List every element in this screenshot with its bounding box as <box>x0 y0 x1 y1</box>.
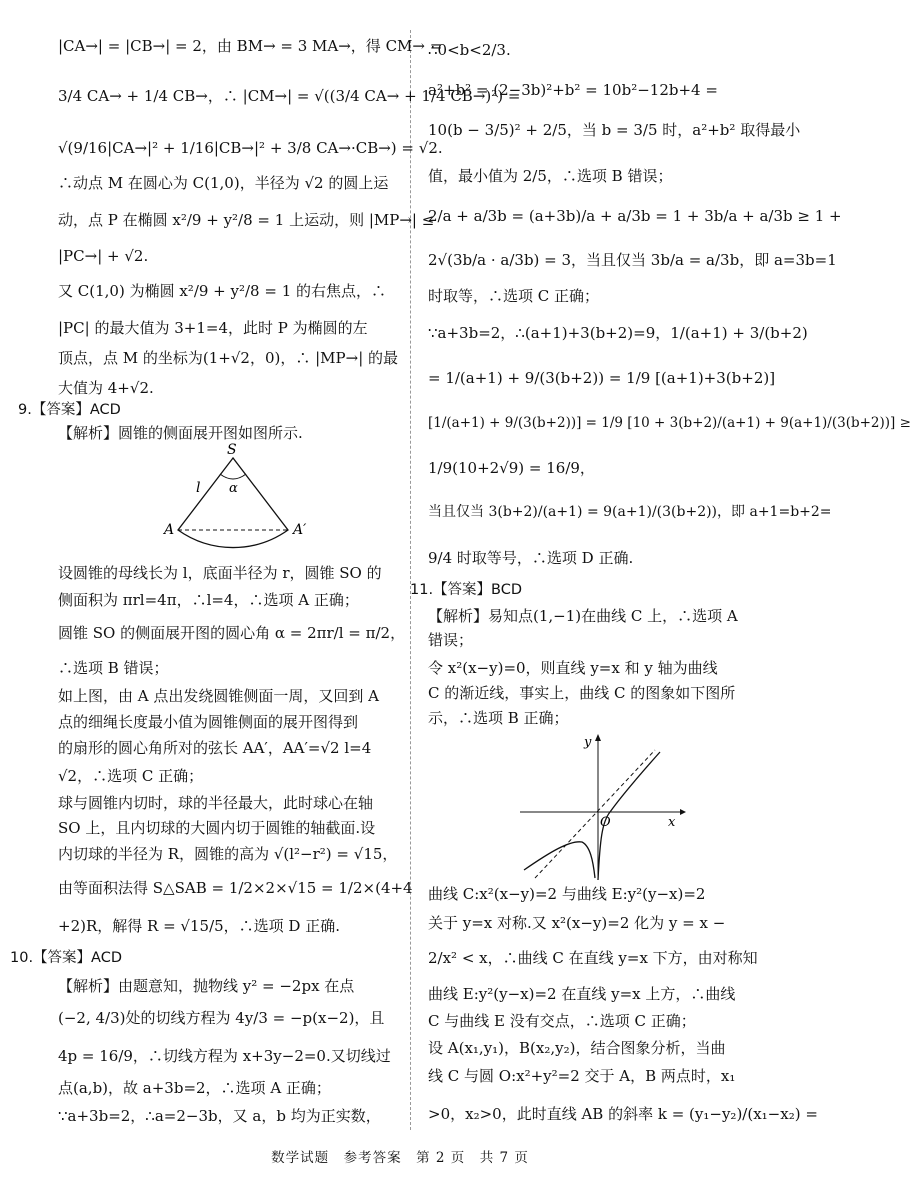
text-line: 9/4 时取等号，∴选项 D 正确. <box>428 549 634 567</box>
text-line: ∵a+3b=2，∴a=2−3b，又 a，b 均为正实数， <box>58 1107 381 1125</box>
label-A-prime: A′ <box>293 522 307 538</box>
text-line: 值，最小值为 2/5，∴选项 B 错误； <box>428 167 673 185</box>
text-line: |PC| 的最大值为 3+1=4，此时 P 为椭圆的左 <box>58 319 368 337</box>
text-line: 球与圆锥内切时，球的半径最大，此时球心在轴 <box>58 794 374 812</box>
text-line: 点(a,b)，故 a+3b=2，∴选项 A 正确； <box>58 1079 331 1097</box>
text-line: 点的细绳长度最小值为圆锥侧面的展开图得到 <box>58 713 359 731</box>
label-S: S <box>227 442 237 458</box>
text-line: |CA→| = |CB→| = 2，由 BM→ = 3 MA→，得 CM→ = <box>58 37 443 55</box>
curve-graph <box>520 730 690 880</box>
text-line: +2)R，解得 R = √15/5，∴选项 D 正确. <box>58 917 340 935</box>
text-line: √2，∴选项 C 正确； <box>58 767 204 785</box>
text-line: 时取等，∴选项 C 正确； <box>428 287 600 305</box>
text-line: 线 C 与圆 O:x²+y²=2 交于 A，B 两点时，x₁ <box>428 1067 736 1085</box>
text-line: ∴动点 M 在圆心为 C(1,0)，半径为 √2 的圆上运 <box>58 174 389 192</box>
text-line: ∴选项 B 错误； <box>58 659 169 677</box>
text-line: 内切球的半径为 R，圆锥的高为 √(l²−r²) = √15， <box>58 845 398 863</box>
label-alpha: α <box>229 481 238 496</box>
text-line: 示，∴选项 B 正确； <box>428 709 569 727</box>
text-line: = 1/(a+1) + 9/(3(b+2)) = 1/9 [(a+1)+3(b+2)] <box>428 369 776 387</box>
text-line: [1/(a+1) + 9/(3(b+2))] = 1/9 [10 + 3(b+2)/(a+1) + 9(a+1)/(3(b+2))] ≥ <box>428 415 911 431</box>
q9-answer: 9.【答案】ACD <box>18 402 121 418</box>
text-line: 当且仅当 3(b+2)/(a+1) = 9(a+1)/(3(b+2))，即 a+1=b+2= <box>428 504 832 520</box>
label-l: l <box>196 480 201 496</box>
text-line: 3/4 CA→ + 1/4 CB→，∴ |CM→| = √((3/4 CA→ + 1/4 CB→)²) = <box>58 87 521 105</box>
text-line: √(9/16|CA→|² + 1/16|CB→|² + 3/8 CA→·CB→) = √2. <box>58 139 443 157</box>
page-footer: 数学试题 参考答案 第 2 页 共 7 页 <box>271 1150 529 1166</box>
text-line: 侧面积为 πrl=4π，∴l=4，∴选项 A 正确； <box>58 591 359 609</box>
text-line: 顶点，点 M 的坐标为(1+√2，0)，∴ |MP→| 的最 <box>58 349 399 367</box>
text-line: C 的渐近线，事实上，曲线 C 的图象如下图所 <box>428 684 736 702</box>
text-line: 曲线 E:y²(y−x)=2 在直线 y=x 上方，∴曲线 <box>428 985 736 1003</box>
label-x-axis: x <box>668 815 676 830</box>
text-line: 如上图，由 A 点出发绕圆锥侧面一周，又回到 A <box>58 687 379 705</box>
text-line: (−2, 4/3)处的切线方程为 4y/3 = −p(x−2)，且 <box>58 1009 385 1027</box>
text-line: 2/a + a/3b = (a+3b)/a + a/3b = 1 + 3b/a + a/3b ≥ 1 + <box>428 207 842 225</box>
text-line: 【解析】易知点(1,−1)在曲线 C 上，∴选项 A <box>428 607 738 625</box>
text-line: 4p = 16/9，∴切线方程为 x+3y−2=0.又切线过 <box>58 1047 391 1065</box>
q11-answer: 11.【答案】BCD <box>410 582 523 598</box>
text-line: 又 C(1,0) 为椭圆 x²/9 + y²/8 = 1 的右焦点，∴ <box>58 282 387 300</box>
text-line: 设圆锥的母线长为 l，底面半径为 r，圆锥 SO 的 <box>58 564 382 582</box>
cone-net-figure <box>138 442 358 558</box>
text-line: 10(b − 3/5)² + 2/5，当 b = 3/5 时，a²+b² 取得最小 <box>428 121 801 139</box>
text-line: 2√(3b/a · a/3b) = 3，当且仅当 3b/a = a/3b，即 a=3b=1 <box>428 251 837 269</box>
text-line: 的扇形的圆心角所对的弦长 AA′，AA′=√2 l=4 <box>58 739 372 757</box>
text-line: SO 上，且内切球的大圆内切于圆锥的轴截面.设 <box>58 819 376 837</box>
text-line: ∵a+3b=2，∴(a+1)+3(b+2)=9，1/(a+1) + 3/(b+2) <box>428 324 808 342</box>
text-line: 由等面积法得 S△SAB = 1/2×2×√15 = 1/2×(4+4 <box>58 879 413 897</box>
text-line: 1/9(10+2√9) = 16/9， <box>428 459 595 477</box>
text-line: 圆锥 SO 的侧面展开图的圆心角 α = 2πr/l = π/2， <box>58 624 406 642</box>
label-A: A <box>164 522 175 538</box>
q9-analysis: 【解析】圆锥的侧面展开图如图所示. <box>58 424 303 442</box>
text-line: 大值为 4+√2. <box>58 379 154 397</box>
label-origin: O <box>600 815 611 830</box>
text-line: ∴0<b<2/3. <box>428 41 511 59</box>
text-line: 设 A(x₁,y₁)，B(x₂,y₂)，结合图象分析，当曲 <box>428 1039 726 1057</box>
text-line: 【解析】由题意知，抛物线 y² = −2px 在点 <box>58 977 355 995</box>
text-line: 错误； <box>428 631 474 649</box>
text-line: >0，x₂>0，此时直线 AB 的斜率 k = (y₁−y₂)/(x₁−x₂) = <box>428 1105 818 1123</box>
q10-answer: 10.【答案】ACD <box>10 950 123 966</box>
text-line: 动，点 P 在椭圆 x²/9 + y²/8 = 1 上运动，则 |MP→| ≤ <box>58 211 435 229</box>
text-line: 曲线 C:x²(x−y)=2 与曲线 E:y²(y−x)=2 <box>428 885 706 903</box>
text-line: 2/x² < x，∴曲线 C 在直线 y=x 下方，由对称知 <box>428 949 758 967</box>
text-line: C 与曲线 E 没有交点，∴选项 C 正确； <box>428 1012 696 1030</box>
text-line: 令 x²(x−y)=0，则直线 y=x 和 y 轴为曲线 <box>428 659 718 677</box>
text-line: a²+b² = (2−3b)²+b² = 10b²−12b+4 = <box>428 81 718 99</box>
text-line: 关于 y=x 对称.又 x²(x−y)=2 化为 y = x − <box>428 914 726 932</box>
label-y-axis: y <box>584 735 592 750</box>
text-line: |PC→| + √2. <box>58 247 149 265</box>
